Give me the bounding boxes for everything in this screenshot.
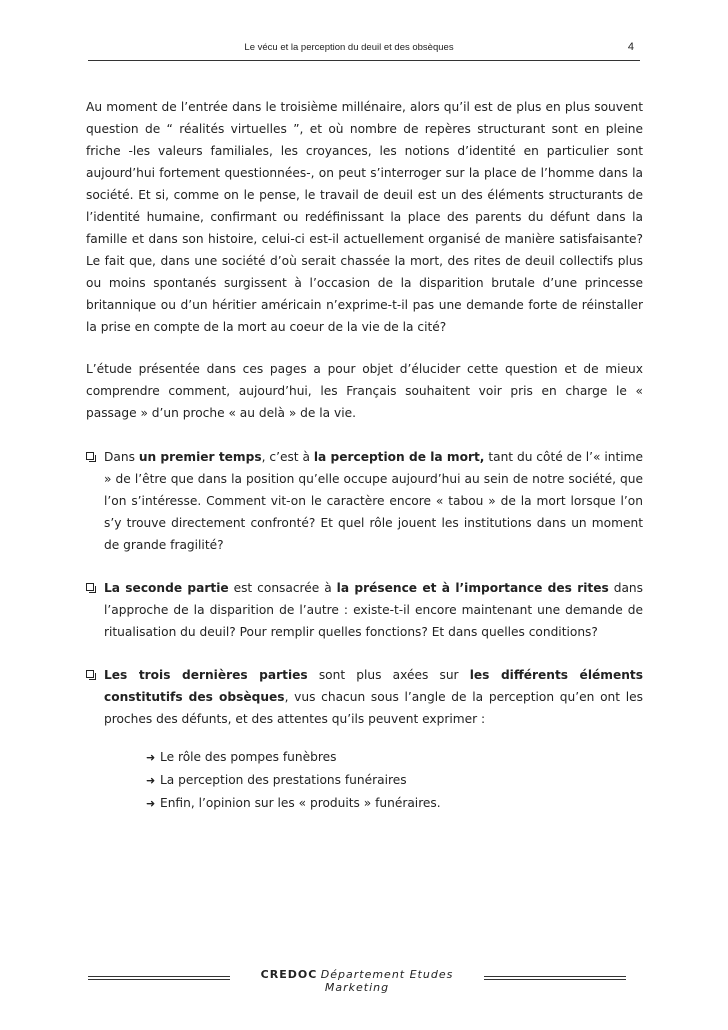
- list-item-second-part: [86, 577, 643, 643]
- list-item-last-parts: [86, 664, 643, 815]
- footer-department: Département Etudes Marketing: [320, 968, 454, 994]
- list-emphasis: un premier temps: [138, 450, 262, 464]
- list-text: sont plus axées sur: [307, 668, 470, 682]
- sub-item: [146, 792, 643, 815]
- checkbox-bullet-icon: [86, 452, 94, 460]
- list-text: , vus chacun sous l’angle de la perception qu’en ont les proches des défunts, et des attentes qu’ils peuvent exprimer :: [104, 690, 643, 726]
- footer-org: CREDOC: [260, 968, 318, 981]
- checkbox-bullet-icon: [86, 583, 94, 591]
- list-text: , c’est à: [261, 450, 314, 464]
- footer-rule: [484, 976, 626, 977]
- arrow-bullet-icon: ➜: [146, 774, 156, 787]
- checkbox-bullet-icon: [86, 670, 94, 678]
- footer-rule: [484, 979, 626, 980]
- parts-list: [86, 446, 643, 815]
- intro-paragraph: Au moment de l’entrée dans le troisième millénaire, alors qu’il est de plus en plus souvent question de “ réalités virtuelles ”, et où nombre de repères structurant sont en pleine friche -les valeurs familiales, les croyances, les notions d’identité en particulier sont aujourd’hui fortement questionnées-, on peut s’interroger sur la place de l’homme dans la société. Et si, comme on le pense, le travail de deuil est un des éléments structurants de l’identité humaine, confirmant ou redéfinissant la place des parents du défunt dans la famille et dans son histoire, celui-ci est-il actuellement organisé de manière satisfaisante? Le fait que, dans une société d’où serait chassée la mort, des rites de deuil collectifs plus ou moins spontanés surgissent à l’occasion de la disparition brutale d’une princesse britannique ou d’un héritier américain n’exprime-t-il pas une demande forte de réinstaller la prise en compte de la mort au coeur de la vie de la cité?: [86, 100, 643, 334]
- sub-item: [146, 769, 643, 792]
- document-body: [86, 96, 643, 836]
- list-text: Dans: [104, 450, 139, 464]
- page-header: [88, 38, 640, 61]
- study-paragraph: L’étude présentée dans ces pages a pour objet d’élucider cette question et de mieux comprendre comment, aujourd’hui, les Français souhaitent voir pris en charge le « passage » d’un proche « au delà » de la vie.: [86, 362, 643, 420]
- footer-rule: [88, 976, 230, 977]
- list-item-first-part: [86, 446, 643, 556]
- list-text: est consacrée à: [228, 581, 337, 595]
- header-title: Le vécu et la perception du deuil et des obsèques: [244, 42, 454, 53]
- sub-item: [146, 746, 643, 769]
- sub-list: [104, 746, 643, 815]
- footer-rule: [88, 979, 230, 980]
- arrow-bullet-icon: ➜: [146, 797, 156, 810]
- sub-item-label: La perception des prestations funéraires: [160, 773, 407, 787]
- footer-credit: [230, 968, 484, 994]
- list-emphasis: les différents éléments constitutifs des obsèques: [104, 668, 643, 704]
- sub-item-label: Le rôle des pompes funèbres: [160, 750, 337, 764]
- page-footer: [88, 966, 628, 994]
- arrow-bullet-icon: ➜: [146, 751, 156, 764]
- list-emphasis: la perception de la mort,: [313, 450, 485, 464]
- list-text: dans l’approche de la disparition de l’autre : existe-t-il encore maintenant une demande de ritualisation du deuil? Pour remplir quelles fonctions? Et dans quelles conditions?: [104, 581, 643, 639]
- list-emphasis: la présence et à l’importance des rites: [336, 581, 609, 595]
- list-emphasis: Les trois dernières parties: [104, 668, 308, 682]
- page-number: 4: [627, 41, 634, 53]
- list-text: tant du côté de l’« intime » de l’être que dans la position qu’elle occupe aujourd’hui au sein de notre société, que l’on s’intéresse. Comment vit-on le caractère encore « tabou » de la mort lorsque l’on s’y trouve directement confronté? Et quel rôle jouent les institutions dans un moment de grande fragilité?: [104, 450, 643, 552]
- list-emphasis: La seconde partie: [104, 581, 229, 595]
- sub-item-label: Enfin, l’opinion sur les « produits » funéraires.: [160, 796, 441, 810]
